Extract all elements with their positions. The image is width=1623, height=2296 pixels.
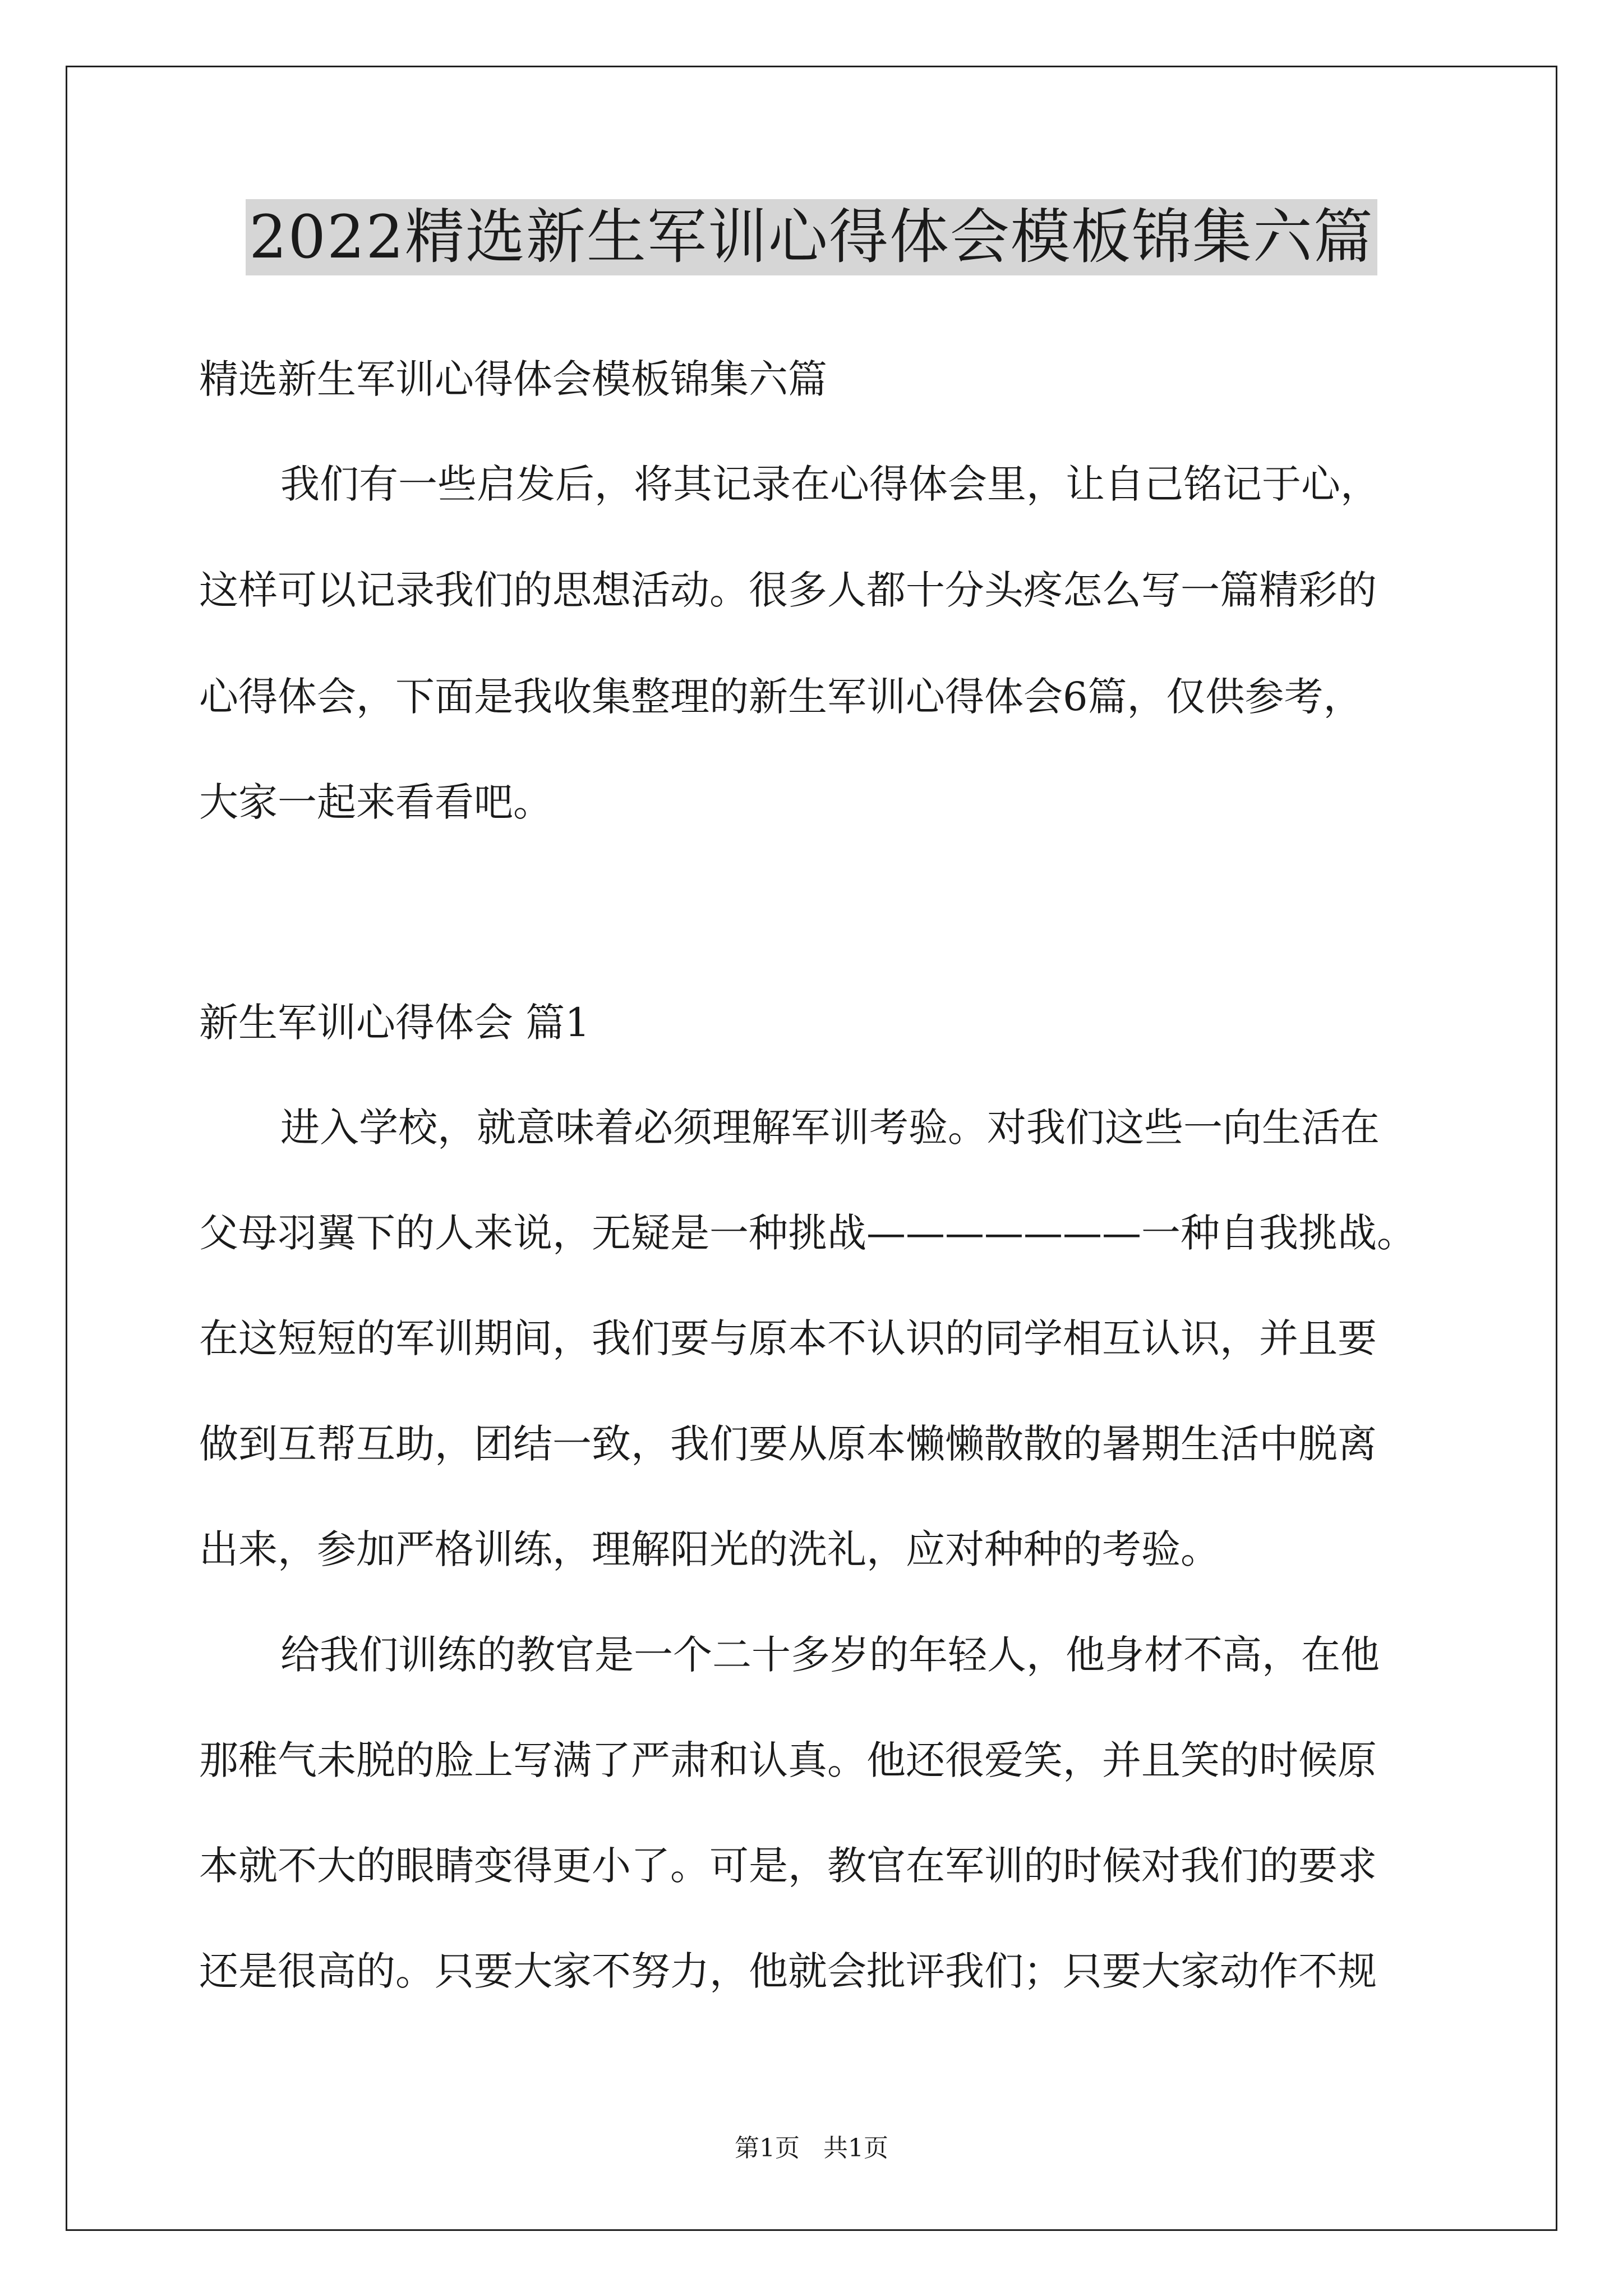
title-block	[0, 199, 1623, 275]
para2-line-2: 那稚气未脱的脸上写满了严肃和认真。他还很爱笑，并且笑的时候原	[199, 1737, 1377, 1783]
para1-line-1: 进入学校，就意味着必须理解军训考验。对我们这些一向生活在	[280, 1105, 1380, 1151]
para1-line-2: 父母羽翼下的人来说，无疑是一种挑战———————一种自我挑战。	[199, 1210, 1416, 1256]
document-title: 2022精选新生军训心得体会模板锦集六篇	[246, 199, 1377, 275]
para1-line-5: 出来，参加严格训练，理解阳光的洗礼，应对种种的考验。	[199, 1526, 1220, 1572]
para1-line-4: 做到互帮互助，团结一致，我们要从原本懒懒散散的暑期生活中脱离	[199, 1421, 1377, 1467]
section-heading: 新生军训心得体会 篇1	[199, 1000, 590, 1046]
para2-line-4: 还是很高的。只要大家不努力，他就会批评我们；只要大家动作不规	[199, 1948, 1377, 1994]
para1-line-3: 在这短短的军训期间，我们要与原本不认识的同学相互认识，并且要	[199, 1315, 1377, 1361]
intro-line-3: 心得体会，下面是我收集整理的新生军训心得体会6篇，仅供参考，	[199, 674, 1363, 720]
intro-line-4: 大家一起来看看吧。	[199, 779, 552, 825]
para2-line-1: 给我们训练的教官是一个二十多岁的年轻人，他身材不高，在他	[280, 1632, 1380, 1678]
para2-line-3: 本就不大的眼睛变得更小了。可是，教官在军训的时候对我们的要求	[199, 1843, 1377, 1889]
intro-line-2: 这样可以记录我们的思想活动。很多人都十分头疼怎么写一篇精彩的	[199, 567, 1377, 613]
page-footer: 第1页 共1页	[735, 2134, 888, 2162]
document-subtitle: 精选新生军训心得体会模板锦集六篇	[199, 356, 827, 402]
intro-line-1: 我们有一些启发后，将其记录在心得体会里，让自己铭记于心，	[280, 461, 1380, 507]
